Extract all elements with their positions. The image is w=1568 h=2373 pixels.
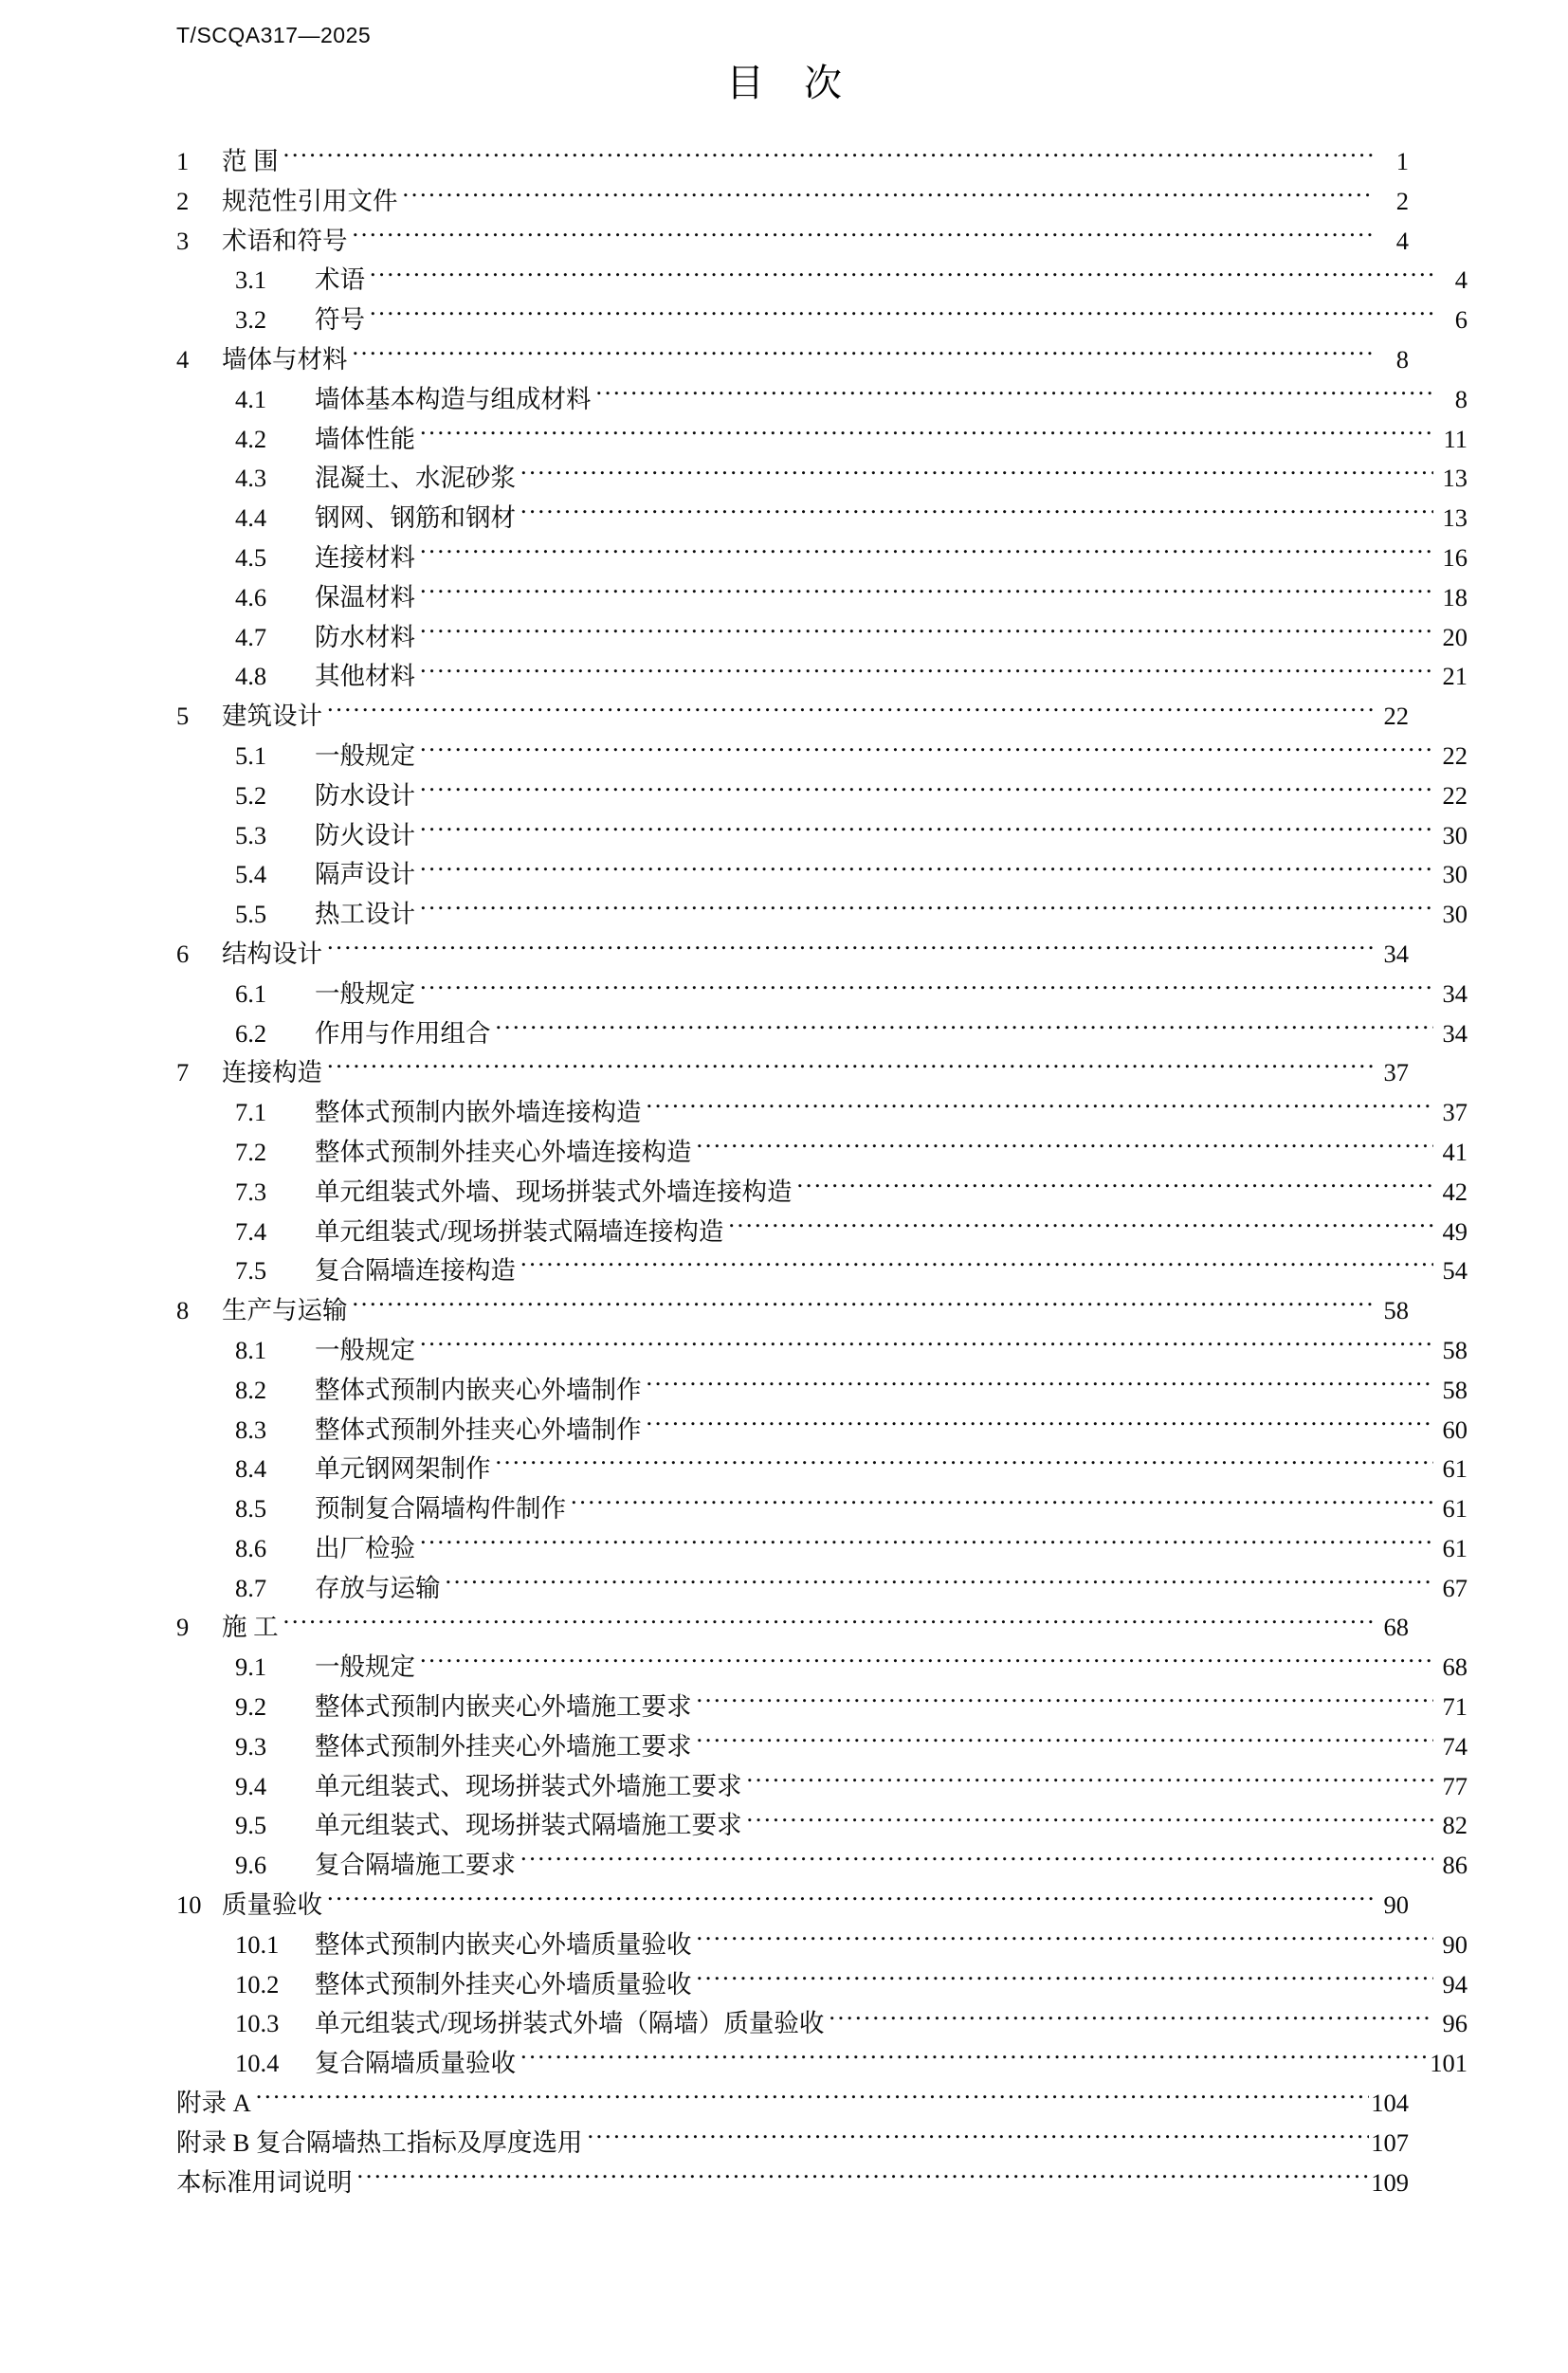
toc-entry[interactable] [176, 1450, 1468, 1489]
toc-entry-page-number: 16 [1442, 542, 1468, 572]
toc-leader-dots [420, 1531, 1433, 1557]
toc-entry-page-number: 54 [1442, 1256, 1468, 1286]
toc-entry-number: 8.2 [235, 1375, 267, 1404]
toc-entry-page-number: 13 [1442, 464, 1468, 493]
toc-entry-page-number: 34 [1442, 1018, 1468, 1048]
toc-entry-number: 3 [176, 226, 190, 255]
toc-entry-page-number: 90 [1442, 1929, 1468, 1959]
toc-entry-number: 9.1 [235, 1652, 267, 1682]
toc-leader-dots [403, 184, 1376, 210]
toc-entry-page-number: 58 [1442, 1335, 1468, 1364]
toc-entry[interactable] [176, 380, 1468, 420]
toc-entry-label: 单元组装式/现场拼装式隔墙连接构造 [315, 1216, 724, 1246]
toc-entry-label: 生产与运输 [222, 1296, 348, 1325]
toc-entry-page-number: 22 [1442, 740, 1468, 770]
toc-entry-page-number: 11 [1443, 424, 1468, 453]
toc-leader-dots [697, 1967, 1434, 1993]
toc-entry[interactable] [176, 1926, 1468, 1965]
toc-entry[interactable] [176, 1806, 1468, 1846]
toc-entry-page-number: 30 [1442, 820, 1468, 849]
toc-entry-number: 10 [176, 1890, 202, 1920]
toc-entry[interactable] [176, 222, 1409, 262]
toc-entry[interactable] [176, 816, 1468, 856]
toc-entry-number: 7 [176, 1058, 190, 1087]
toc-entry-label: 一般规定 [315, 1335, 415, 1364]
toc-entry-number: 9.3 [235, 1731, 267, 1761]
toc-leader-dots [520, 502, 1433, 527]
toc-entry-number: 8.1 [235, 1335, 267, 1364]
toc-entry-page-number: 49 [1442, 1216, 1468, 1246]
toc-entry-label: 整体式预制外挂夹心外墙连接构造 [315, 1137, 692, 1166]
toc-entry[interactable] [176, 1173, 1468, 1213]
toc-entry[interactable] [176, 499, 1468, 538]
toc-entry[interactable] [176, 578, 1468, 618]
toc-leader-dots [446, 1571, 1434, 1597]
toc-leader-dots [697, 1135, 1434, 1160]
toc-entry-page-number: 42 [1442, 1177, 1468, 1206]
toc-entry[interactable] [176, 1727, 1468, 1767]
toc-entry-label: 整体式预制外挂夹心外墙质量验收 [315, 1969, 692, 1999]
toc-entry-label: 防火设计 [315, 820, 415, 849]
toc-leader-dots [520, 1254, 1433, 1280]
toc-entry[interactable] [176, 657, 1468, 697]
toc-entry-page-number: 13 [1442, 503, 1468, 533]
toc-leader-dots [647, 1096, 1434, 1122]
toc-entry[interactable] [176, 1291, 1409, 1331]
toc-entry[interactable] [176, 1411, 1468, 1451]
toc-leader-dots [520, 2047, 1428, 2072]
toc-entry[interactable] [176, 1688, 1468, 1727]
toc-entry[interactable] [176, 1053, 1409, 1093]
page-title: 目 次 [726, 62, 857, 104]
toc-entry-page-number: 107 [1371, 2127, 1409, 2157]
toc-leader-dots [357, 2165, 1370, 2191]
toc-entry-number: 5 [176, 702, 190, 731]
toc-entry-label: 保温材料 [315, 582, 415, 612]
toc-entry-page-number: 8 [1454, 384, 1468, 413]
toc-entry-page-number: 37 [1383, 1058, 1409, 1087]
toc-leader-dots [420, 898, 1433, 923]
toc-entry-page-number: 109 [1371, 2167, 1409, 2197]
toc-entry[interactable] [176, 1965, 1468, 2005]
toc-leader-dots [747, 1809, 1434, 1835]
toc-leader-dots [829, 2007, 1433, 2033]
toc-entry-label: 防水设计 [315, 780, 415, 810]
toc-leader-dots [647, 1413, 1434, 1438]
toc-entry-page-number: 58 [1383, 1296, 1409, 1325]
toc-entry-number: 7.2 [235, 1137, 267, 1166]
toc-entry[interactable] [176, 1886, 1409, 1926]
toc-entry-label: 术语和符号 [222, 226, 348, 255]
toc-leader-dots [420, 778, 1433, 804]
toc-entry[interactable] [176, 2084, 1409, 2124]
toc-entry[interactable] [176, 340, 1409, 380]
toc-entry[interactable] [176, 261, 1468, 301]
toc-entry-number: 9.6 [235, 1851, 267, 1880]
toc-entry-label: 连接材料 [315, 542, 415, 572]
toc-entry-label: 范 围 [222, 147, 279, 175]
toc-entry[interactable] [176, 420, 1468, 460]
toc-entry-page-number: 90 [1383, 1890, 1409, 1920]
toc-entry[interactable] [176, 1251, 1468, 1291]
toc-leader-dots [256, 2087, 1369, 2112]
toc-leader-dots [420, 540, 1433, 566]
table-of-contents [176, 142, 1468, 2202]
toc-leader-dots [496, 1016, 1434, 1042]
toc-entry-number: 1 [176, 147, 190, 175]
toc-entry[interactable] [176, 1014, 1468, 1054]
toc-entry-page-number: 82 [1442, 1811, 1468, 1840]
toc-entry-label: 单元组装式、现场拼装式外墙施工要求 [315, 1771, 742, 1800]
toc-entry-page-number: 74 [1442, 1731, 1468, 1761]
toc-entry-label: 规范性引用文件 [222, 186, 398, 215]
toc-entry-number: 4.6 [235, 582, 267, 612]
toc-entry-number: 8.3 [235, 1415, 267, 1444]
toc-entry-number: 4.8 [235, 662, 267, 691]
toc-entry-number: 3.2 [235, 305, 267, 335]
toc-entry-label: 符号 [315, 305, 365, 335]
toc-entry-page-number: 18 [1442, 582, 1468, 612]
toc-leader-dots [520, 462, 1433, 487]
toc-entry-number: 5.1 [235, 740, 267, 770]
toc-entry-label: 整体式预制内嵌夹心外墙制作 [315, 1375, 642, 1404]
toc-entry-label: 一般规定 [315, 978, 415, 1008]
toc-leader-dots [327, 1889, 1375, 1914]
toc-leader-dots [728, 1214, 1433, 1240]
toc-entry-number: 10.2 [235, 1969, 280, 1999]
toc-entry[interactable] [176, 1213, 1468, 1252]
toc-entry[interactable] [176, 1331, 1468, 1371]
toc-leader-dots [420, 1333, 1433, 1359]
toc-entry-number: 5.3 [235, 820, 267, 849]
toc-entry-page-number: 68 [1383, 1613, 1409, 1642]
toc-leader-dots [647, 1373, 1434, 1398]
toc-entry-number: 10.4 [235, 2049, 280, 2078]
toc-entry-page-number: 22 [1442, 780, 1468, 810]
toc-entry-number: 5.4 [235, 860, 267, 889]
toc-entry-page-number: 101 [1430, 2049, 1468, 2078]
toc-entry-label: 附录 A [176, 2089, 251, 2118]
toc-entry[interactable] [176, 776, 1468, 816]
toc-entry[interactable] [176, 935, 1409, 975]
toc-entry[interactable] [176, 895, 1468, 935]
toc-entry[interactable] [176, 1489, 1468, 1529]
toc-entry-number: 4.1 [235, 384, 267, 413]
toc-leader-dots [420, 580, 1433, 606]
toc-entry-page-number: 61 [1442, 1454, 1468, 1484]
toc-leader-dots [571, 1492, 1433, 1518]
toc-entry-label: 墙体性能 [315, 424, 415, 453]
toc-entry[interactable] [176, 142, 1409, 182]
toc-entry-page-number: 6 [1454, 305, 1468, 335]
toc-entry[interactable] [176, 1569, 1468, 1609]
toc-entry-number: 2 [176, 186, 190, 215]
toc-leader-dots [420, 739, 1433, 764]
toc-entry-label: 复合隔墙质量验收 [315, 2049, 516, 2078]
toc-entry-number: 5.2 [235, 780, 267, 810]
toc-entry-number: 4.2 [235, 424, 267, 453]
toc-entry[interactable] [176, 459, 1468, 499]
toc-leader-dots [520, 1849, 1433, 1874]
toc-entry-page-number: 1 [1395, 147, 1409, 175]
toc-entry-page-number: 67 [1442, 1573, 1468, 1602]
toc-entry-label: 墙体基本构造与组成材料 [315, 384, 592, 413]
toc-entry-label: 存放与运输 [315, 1573, 441, 1602]
toc-entry-number: 8.4 [235, 1454, 267, 1484]
toc-entry-number: 4.5 [235, 542, 267, 572]
toc-entry-label: 防水材料 [315, 622, 415, 651]
toc-leader-dots [283, 1611, 1375, 1636]
toc-entry-label: 建筑设计 [222, 702, 322, 731]
toc-entry-label: 热工设计 [315, 900, 415, 929]
toc-entry-page-number: 61 [1442, 1494, 1468, 1524]
toc-entry-page-number: 21 [1442, 662, 1468, 691]
toc-leader-dots [496, 1452, 1434, 1478]
toc-entry[interactable] [176, 2124, 1409, 2163]
toc-entry-label: 隔声设计 [315, 860, 415, 889]
toc-entry-page-number: 77 [1442, 1771, 1468, 1800]
toc-entry-label: 复合隔墙连接构造 [315, 1256, 516, 1286]
page-header-standard-id: T/SCQA317—2025 [176, 23, 372, 47]
toc-entry-page-number: 34 [1383, 939, 1409, 968]
toc-entry-number: 7.1 [235, 1098, 267, 1127]
toc-leader-dots [370, 303, 1433, 329]
toc-entry-page-number: 86 [1442, 1851, 1468, 1880]
toc-entry-page-number: 94 [1442, 1969, 1468, 1999]
toc-leader-dots [697, 1729, 1434, 1755]
toc-leader-dots [353, 224, 1376, 249]
toc-entry-label: 一般规定 [315, 1652, 415, 1682]
toc-entry-page-number: 30 [1442, 860, 1468, 889]
toc-leader-dots [596, 382, 1434, 408]
toc-leader-dots [420, 858, 1433, 884]
toc-entry-number: 6.1 [235, 978, 267, 1008]
toc-leader-dots [283, 145, 1375, 171]
toc-entry-page-number: 2 [1395, 186, 1409, 215]
toc-leader-dots [420, 660, 1433, 685]
toc-entry[interactable] [176, 1767, 1468, 1807]
toc-leader-dots [327, 937, 1375, 962]
toc-entry-label: 单元组装式/现场拼装式外墙（隔墙）质量验收 [315, 2009, 825, 2038]
toc-entry-label: 单元钢网架制作 [315, 1454, 491, 1484]
toc-entry-number: 4.3 [235, 464, 267, 493]
toc-entry[interactable] [176, 1846, 1468, 1886]
toc-entry-page-number: 41 [1442, 1137, 1468, 1166]
toc-leader-dots [420, 818, 1433, 844]
toc-entry-number: 9.4 [235, 1771, 267, 1800]
toc-leader-dots [420, 977, 1433, 1002]
toc-entry-number: 9.5 [235, 1811, 267, 1840]
toc-entry-label: 其他材料 [315, 662, 415, 691]
toc-entry-page-number: 30 [1442, 900, 1468, 929]
toc-entry-number: 3.1 [235, 265, 267, 295]
toc-entry-number: 8.6 [235, 1533, 267, 1562]
toc-entry-page-number: 61 [1442, 1533, 1468, 1562]
toc-entry-number: 6.2 [235, 1018, 267, 1048]
toc-entry-label: 整体式预制内嵌夹心外墙质量验收 [315, 1929, 692, 1959]
toc-entry-label: 术语 [315, 265, 365, 295]
toc-entry-page-number: 4 [1395, 226, 1409, 255]
toc-entry-label: 质量验收 [222, 1890, 322, 1920]
toc-entry-page-number: 4 [1454, 265, 1468, 295]
toc-entry[interactable] [176, 697, 1409, 737]
toc-entry-label: 墙体与材料 [222, 344, 348, 374]
toc-entry-label: 单元组装式、现场拼装式隔墙施工要求 [315, 1811, 742, 1840]
toc-leader-dots [587, 2126, 1369, 2151]
toc-entry-page-number: 71 [1442, 1692, 1468, 1722]
toc-entry[interactable] [176, 1608, 1409, 1648]
toc-leader-dots [420, 1651, 1433, 1676]
toc-entry-label: 作用与作用组合 [315, 1018, 491, 1048]
toc-entry-label: 结构设计 [222, 939, 322, 968]
toc-entry-page-number: 22 [1383, 702, 1409, 731]
toc-entry-label: 附录 B 复合隔墙热工指标及厚度选用 [176, 2127, 583, 2157]
toc-entry[interactable] [176, 1529, 1468, 1569]
toc-entry-page-number: 96 [1442, 2009, 1468, 2038]
toc-leader-dots [797, 1175, 1434, 1200]
toc-entry[interactable] [176, 301, 1468, 340]
toc-entry-label: 一般规定 [315, 740, 415, 770]
toc-entry-label: 单元组装式外墙、现场拼装式外墙连接构造 [315, 1177, 793, 1206]
toc-entry[interactable] [176, 182, 1409, 222]
toc-entry-number: 9.2 [235, 1692, 267, 1722]
toc-entry-number: 5.5 [235, 900, 267, 929]
toc-entry-page-number: 34 [1442, 978, 1468, 1008]
toc-leader-dots [353, 1294, 1376, 1320]
toc-entry[interactable] [176, 2163, 1409, 2203]
toc-entry-label: 整体式预制外挂夹心外墙施工要求 [315, 1731, 692, 1761]
toc-entry-page-number: 8 [1395, 344, 1409, 374]
toc-entry-number: 4.4 [235, 503, 267, 533]
toc-entry-number: 7.3 [235, 1177, 267, 1206]
toc-entry-number: 8.7 [235, 1573, 267, 1602]
toc-entry[interactable] [176, 2044, 1468, 2084]
toc-leader-dots [697, 1927, 1434, 1953]
toc-leader-dots [697, 1690, 1434, 1716]
toc-entry-number: 10.3 [235, 2009, 280, 2038]
toc-entry-label: 混凝土、水泥砂浆 [315, 464, 516, 493]
toc-entry[interactable] [176, 1648, 1468, 1688]
toc-entry-page-number: 68 [1442, 1652, 1468, 1682]
toc-leader-dots [420, 422, 1433, 447]
toc-entry-page-number: 104 [1371, 2089, 1409, 2118]
toc-entry[interactable] [176, 618, 1468, 658]
toc-entry-number: 6 [176, 939, 190, 968]
toc-entry-number: 9 [176, 1613, 190, 1642]
toc-entry[interactable] [176, 1371, 1468, 1411]
toc-entry[interactable] [176, 975, 1468, 1014]
toc-entry-label: 整体式预制外挂夹心外墙制作 [315, 1415, 642, 1444]
toc-entry-label: 钢网、钢筋和钢材 [315, 503, 516, 533]
toc-leader-dots [327, 1056, 1375, 1082]
toc-entry-label: 出厂检验 [315, 1533, 415, 1562]
toc-entry-number: 4 [176, 344, 190, 374]
toc-entry-label: 整体式预制内嵌外墙连接构造 [315, 1098, 642, 1127]
toc-leader-dots [370, 264, 1433, 289]
toc-entry-number: 7.4 [235, 1216, 267, 1246]
toc-entry-page-number: 60 [1442, 1415, 1468, 1444]
toc-entry-page-number: 58 [1442, 1375, 1468, 1404]
toc-entry-number: 8 [176, 1296, 190, 1325]
toc-entry-label: 预制复合隔墙构件制作 [315, 1494, 566, 1524]
toc-entry-label: 施 工 [222, 1613, 279, 1642]
toc-entry-label: 连接构造 [222, 1058, 322, 1087]
toc-leader-dots [747, 1769, 1434, 1795]
toc-entry[interactable] [176, 538, 1468, 578]
toc-leader-dots [420, 620, 1433, 646]
toc-entry-label: 整体式预制内嵌夹心外墙施工要求 [315, 1692, 692, 1722]
toc-entry-number: 10.1 [235, 1929, 280, 1959]
toc-entry-page-number: 37 [1442, 1098, 1468, 1127]
toc-entry[interactable] [176, 1133, 1468, 1173]
toc-entry-label: 复合隔墙施工要求 [315, 1851, 516, 1880]
toc-entry-number: 4.7 [235, 622, 267, 651]
toc-entry[interactable] [176, 855, 1468, 895]
toc-entry[interactable] [176, 2004, 1468, 2044]
toc-entry[interactable] [176, 1093, 1468, 1133]
toc-entry-page-number: 20 [1442, 622, 1468, 651]
toc-leader-dots [327, 700, 1375, 725]
toc-leader-dots [353, 342, 1376, 368]
toc-entry-number: 7.5 [235, 1256, 267, 1286]
toc-entry[interactable] [176, 737, 1468, 776]
toc-entry-number: 8.5 [235, 1494, 267, 1524]
toc-entry-label: 本标准用词说明 [176, 2167, 353, 2197]
